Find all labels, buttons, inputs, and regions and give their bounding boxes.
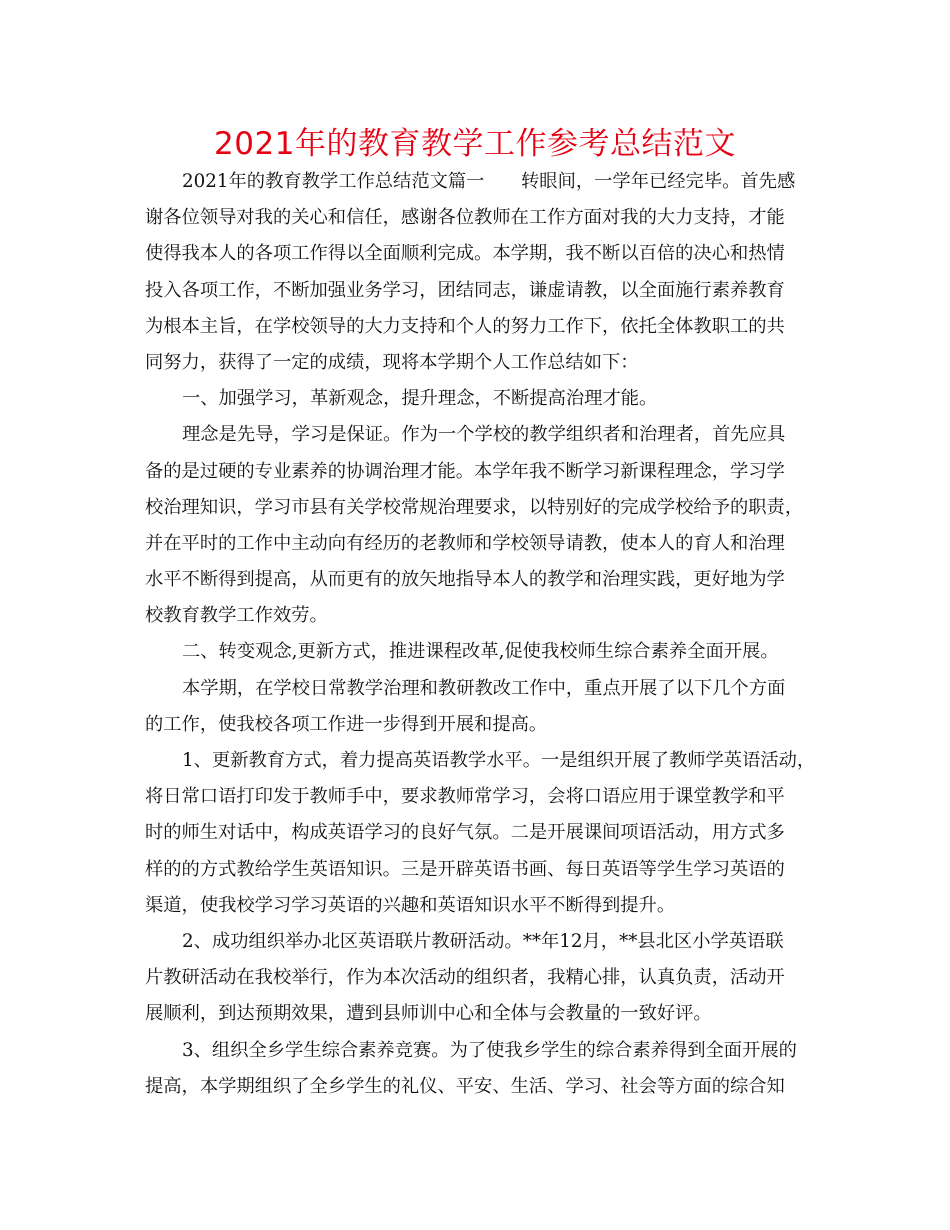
text-line: 一、加强学习，革新观念，提升理念，不断提高治理才能。 <box>182 388 658 410</box>
text-line: 1、更新教育方式，着力提高英语教学水平。一是组织开展了教师学英语活动， <box>182 750 816 771</box>
text-line: 理念是先导，学习是保证。作为一个学校的教学组织者和治理者，首先应具 <box>182 424 786 446</box>
text-line: 2、成功组织举办北区英语联片教研活动。**年12月，**县北区小学英语联 <box>182 930 784 952</box>
text-line: 渠道，使我校学习学习英语的兴趣和英语知识水平不断得到提升。 <box>145 894 676 916</box>
text-line: 的工作，使我校各项工作进一步得到开展和提高。 <box>145 713 548 735</box>
text-line: 二、转变观念,更新方式，推进课程改革,促使我校师生综合素养全面开展。 <box>182 641 779 663</box>
text-line: 将日常口语打印发于教师手中，要求教师常学习，会将口语应用于课堂教学和平 <box>145 786 785 808</box>
text-line: 样的的方式教给学生英语知识。三是开辟英语书画、每日英语等学生学习英语的 <box>145 858 785 880</box>
document-body <box>145 164 815 1105</box>
text-line: 并在平时的工作中主动向有经历的老教师和学校领导请教，使本人的育人和治理 <box>145 532 785 554</box>
text-line: 同努力，获得了一定的成绩，现将本学期个人工作总结如下： <box>145 351 639 373</box>
document-title: 2021年的教育教学工作参考总结范文 <box>214 126 736 162</box>
text-line: 为根本主旨，在学校领导的大力支持和个人的努力工作下，依托全体教职工的共 <box>145 315 785 337</box>
text-line: 校治理知识，学习市县有关学校常规治理要求，以特别好的完成学校给予的职责， <box>145 496 804 518</box>
text-line: 本学期，在学校日常教学治理和教研教改工作中，重点开展了以下几个方面 <box>182 677 786 699</box>
text-line: 片教研活动在我校举行，作为本次活动的组织者，我精心排，认真负责，活动开 <box>145 967 785 989</box>
text-line: 校教育教学工作效劳。 <box>145 605 328 627</box>
text-line: 投入各项工作，不断加强业务学习，团结同志，谦虚请教，以全面施行素养教育 <box>145 279 785 301</box>
text-line: 水平不断得到提高，从而更有的放矢地指导本人的教学和治理实践，更好地为学 <box>145 569 785 591</box>
text-line: 备的是过硬的专业素养的协调治理才能。本学年我不断学习新课程理念，学习学 <box>145 460 785 482</box>
text-line: 谢各位领导对我的关心和信任，感谢各位教师在工作方面对我的大力支持，才能 <box>145 207 785 229</box>
text-line: 提高，本学期组织了全乡学生的礼仪、平安、生活、学习、社会等方面的综合知 <box>145 1075 785 1097</box>
text-line: 时的师生对话中，构成英语学习的良好气氛。二是开展课间项语活动，用方式多 <box>145 822 785 844</box>
text-line: 使得我本人的各项工作得以全面顺利完成。本学期，我不断以百倍的决心和热情 <box>145 243 785 265</box>
text-line: 展顺利，到达预期效果，遭到县师训中心和全体与会教量的一致好评。 <box>145 1003 712 1025</box>
text-line: 3、组织全乡学生综合素养竞赛。为了使我乡学生的综合素养得到全面开展的 <box>182 1039 797 1061</box>
text-line: 2021年的教育教学工作总结范文篇一 转眼间，一学年已经完毕。首先感 <box>182 171 796 192</box>
